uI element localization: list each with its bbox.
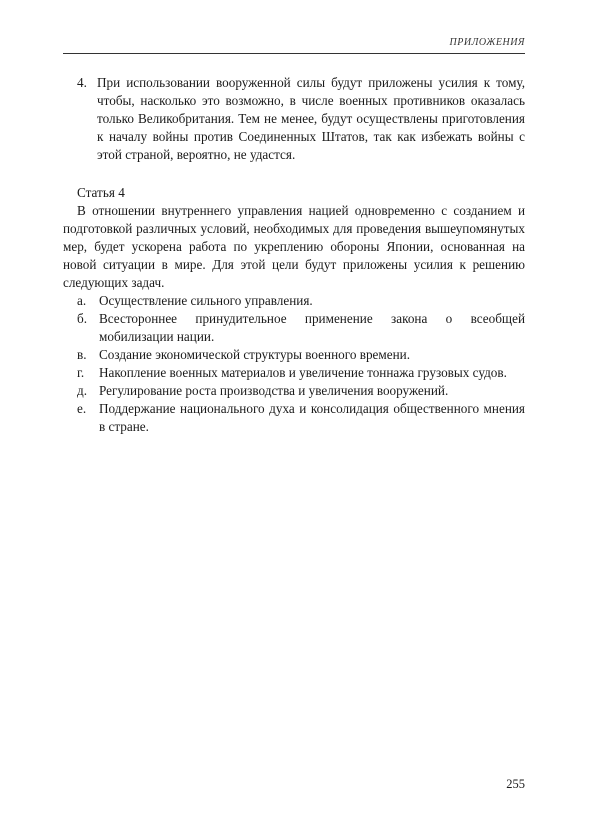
page-body bbox=[63, 74, 525, 436]
list-marker: д. bbox=[77, 383, 88, 398]
list-item-text: Накопление военных материалов и увеличение тоннажа грузовых судов. bbox=[99, 365, 507, 380]
list-item-text: Регулирование роста производства и увеличения вооружений. bbox=[99, 383, 449, 398]
list-item bbox=[63, 292, 525, 310]
list-item-text: Создание экономической структуры военного времени. bbox=[99, 347, 410, 362]
list-item bbox=[63, 382, 525, 400]
item-number: 4. bbox=[77, 75, 87, 90]
numbered-item-4 bbox=[63, 74, 525, 164]
list-item bbox=[63, 400, 525, 436]
list-item bbox=[63, 346, 525, 364]
list-item bbox=[63, 364, 525, 382]
list-item bbox=[63, 310, 525, 346]
list-marker: в. bbox=[77, 347, 87, 362]
list-item-text: Осуществление сильного управления. bbox=[99, 293, 313, 308]
list-item-text: Поддержание национального духа и консолидация общественного мнения в стране. bbox=[99, 401, 525, 434]
header-rule bbox=[63, 53, 525, 54]
list-marker: г. bbox=[77, 365, 85, 380]
task-list bbox=[63, 292, 525, 436]
article-title: Статья 4 bbox=[77, 185, 125, 200]
running-head: ПРИЛОЖЕНИЯ bbox=[449, 37, 525, 48]
article-intro-paragraph: В отношении внутреннего управления нацией одновременно с созданием и подготовкой различных условий, необходимых для проведения вышеупомянутых мер, будет ускорена работа по укреплению обороны Японии, основанная на новой ситуации в мире. Для этой цели будут приложены усилия к решению следующих задач. bbox=[63, 203, 525, 290]
list-item-text: Всестороннее принудительное применение закона о всеобщей мобилизации нации. bbox=[99, 311, 525, 344]
page-number: 255 bbox=[506, 777, 525, 791]
item-text: При использовании вооруженной силы будут приложены усилия к тому, чтобы, насколько это возможно, в числе военных противников оказалась только Великобритания. Тем не менее, будут осуществлены приготовления к началу войны против Соединенных Штатов, так как избежать войны с этой страной, вероятно, не удастся. bbox=[97, 75, 525, 162]
list-marker: а. bbox=[77, 293, 87, 308]
list-marker: б. bbox=[77, 311, 88, 326]
list-marker: е. bbox=[77, 401, 87, 416]
